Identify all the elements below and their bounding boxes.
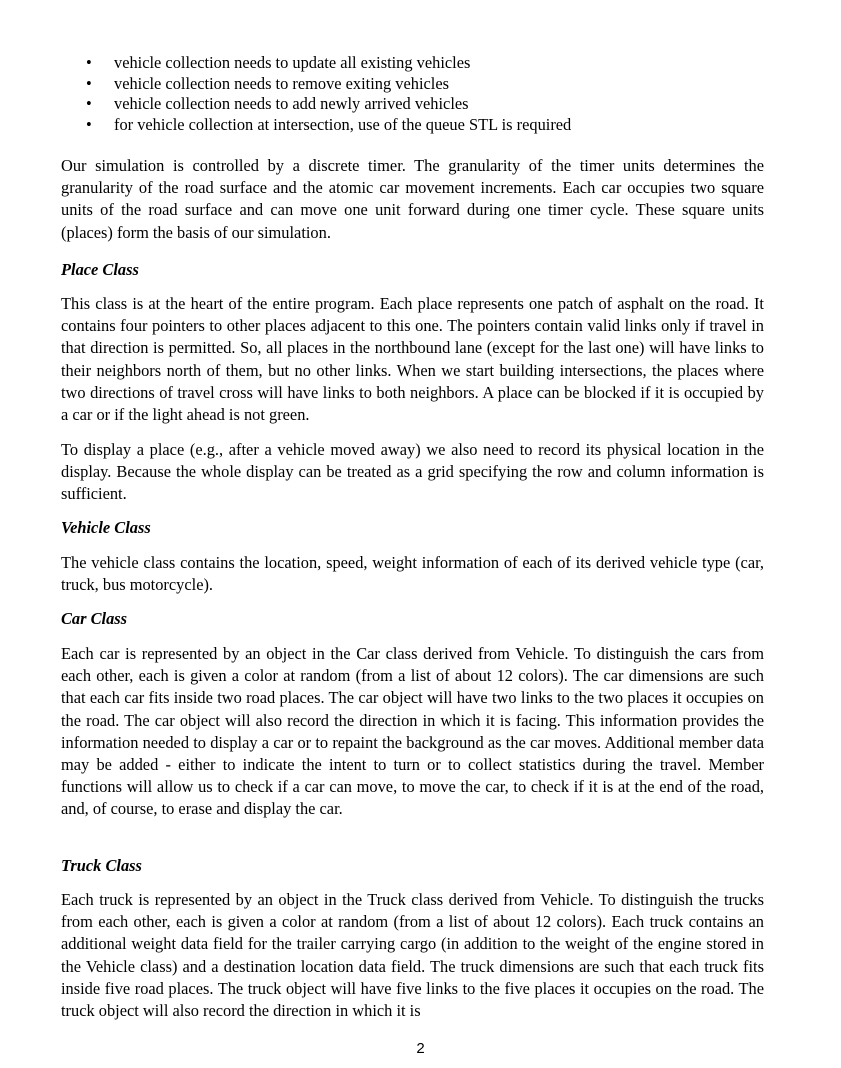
bullet-item [80, 53, 780, 74]
bullet-item [80, 94, 780, 115]
car-class-heading: Car Class [61, 609, 128, 628]
bullet-text: vehicle collection needs to add newly arrived vehicles [114, 94, 469, 113]
car-class-paragraph: Each car is represented by an object in the Car class derived from Vehicle. To distinguish the cars from each other, each is given a color at random (from a list of about 12 colors). The car dimensions are such that each car fits inside two road places. The car object will have two links to the two places it occupies on the road. The car object will also record the direction in which it is facing. This information provides the information needed to display a car or to repaint the background as the car moves. Additional member data may be added - either to indicate the intent to turn or to collect statistics during the travel. Member functions will allow us to check if a car can move, to move the car, to check if it is at the end of the road, and, of course, to erase and display the car. [61, 644, 764, 819]
bullet-text: vehicle collection needs to update all existing vehicles [114, 53, 471, 72]
bullet-marker: • [86, 53, 92, 72]
timer-paragraph: Our simulation is controlled by a discrete timer. The granularity of the timer units determines the granularity of the road surface and the atomic car movement increments. Each car occupies two square units of the road surface and can move one unit forward during one timer cycle. These square units (places) form the basis of our simulation. [61, 156, 764, 242]
bullet-marker: • [86, 114, 92, 134]
requirements-bullet-list [80, 53, 780, 135]
bullet-text: for vehicle collection at intersection, use of the queue STL is required [114, 114, 572, 134]
bullet-marker: • [86, 94, 92, 113]
bullet-item [80, 115, 780, 136]
vehicle-class-heading: Vehicle Class [61, 518, 151, 537]
truck-class-paragraph: Each truck is represented by an object in the Truck class derived from Vehicle. To distinguish the trucks from each other, each is given a color at random (from a list of about 12 colors). Each truck contains an additional weight data field for the trailer carrying cargo (in addition to the weight of the engine stored in the Vehicle class) and a destination location data field. The truck dimensions are such that each truck fits inside five road places. The truck object will have five links to the five places it occupies on the road. The truck object will also record the direction in which it is [61, 890, 764, 1021]
page-number: 2 [416, 1040, 425, 1057]
vehicle-class-paragraph: The vehicle class contains the location, speed, weight information of each of its derived vehicle type (car, truck, bus motorcycle). [61, 553, 764, 595]
bullet-marker: • [86, 73, 92, 93]
place-display-paragraph: To display a place (e.g., after a vehicle moved away) we also need to record its physical location in the display. Because the whole display can be treated as a grid specifying the row and column information is sufficient. [61, 440, 764, 504]
place-class-heading: Place Class [61, 260, 139, 279]
bullet-text: vehicle collection needs to remove exiting vehicles [114, 73, 449, 93]
place-class-paragraph: This class is at the heart of the entire program. Each place represents one patch of asphalt on the road. It contains four pointers to other places adjacent to this one. The pointers contain valid links only if travel in that direction is permitted. So, all places in the northbound lane (except for the last one) will have links to their neighbors north of them, but no other links. When we start building intersections, the places where two directions of travel cross will have links to both neighbors. A place can be blocked if it is occupied by a car or if the light ahead is not green. [61, 294, 764, 425]
bullet-item [80, 74, 780, 95]
truck-class-heading: Truck Class [61, 856, 142, 875]
